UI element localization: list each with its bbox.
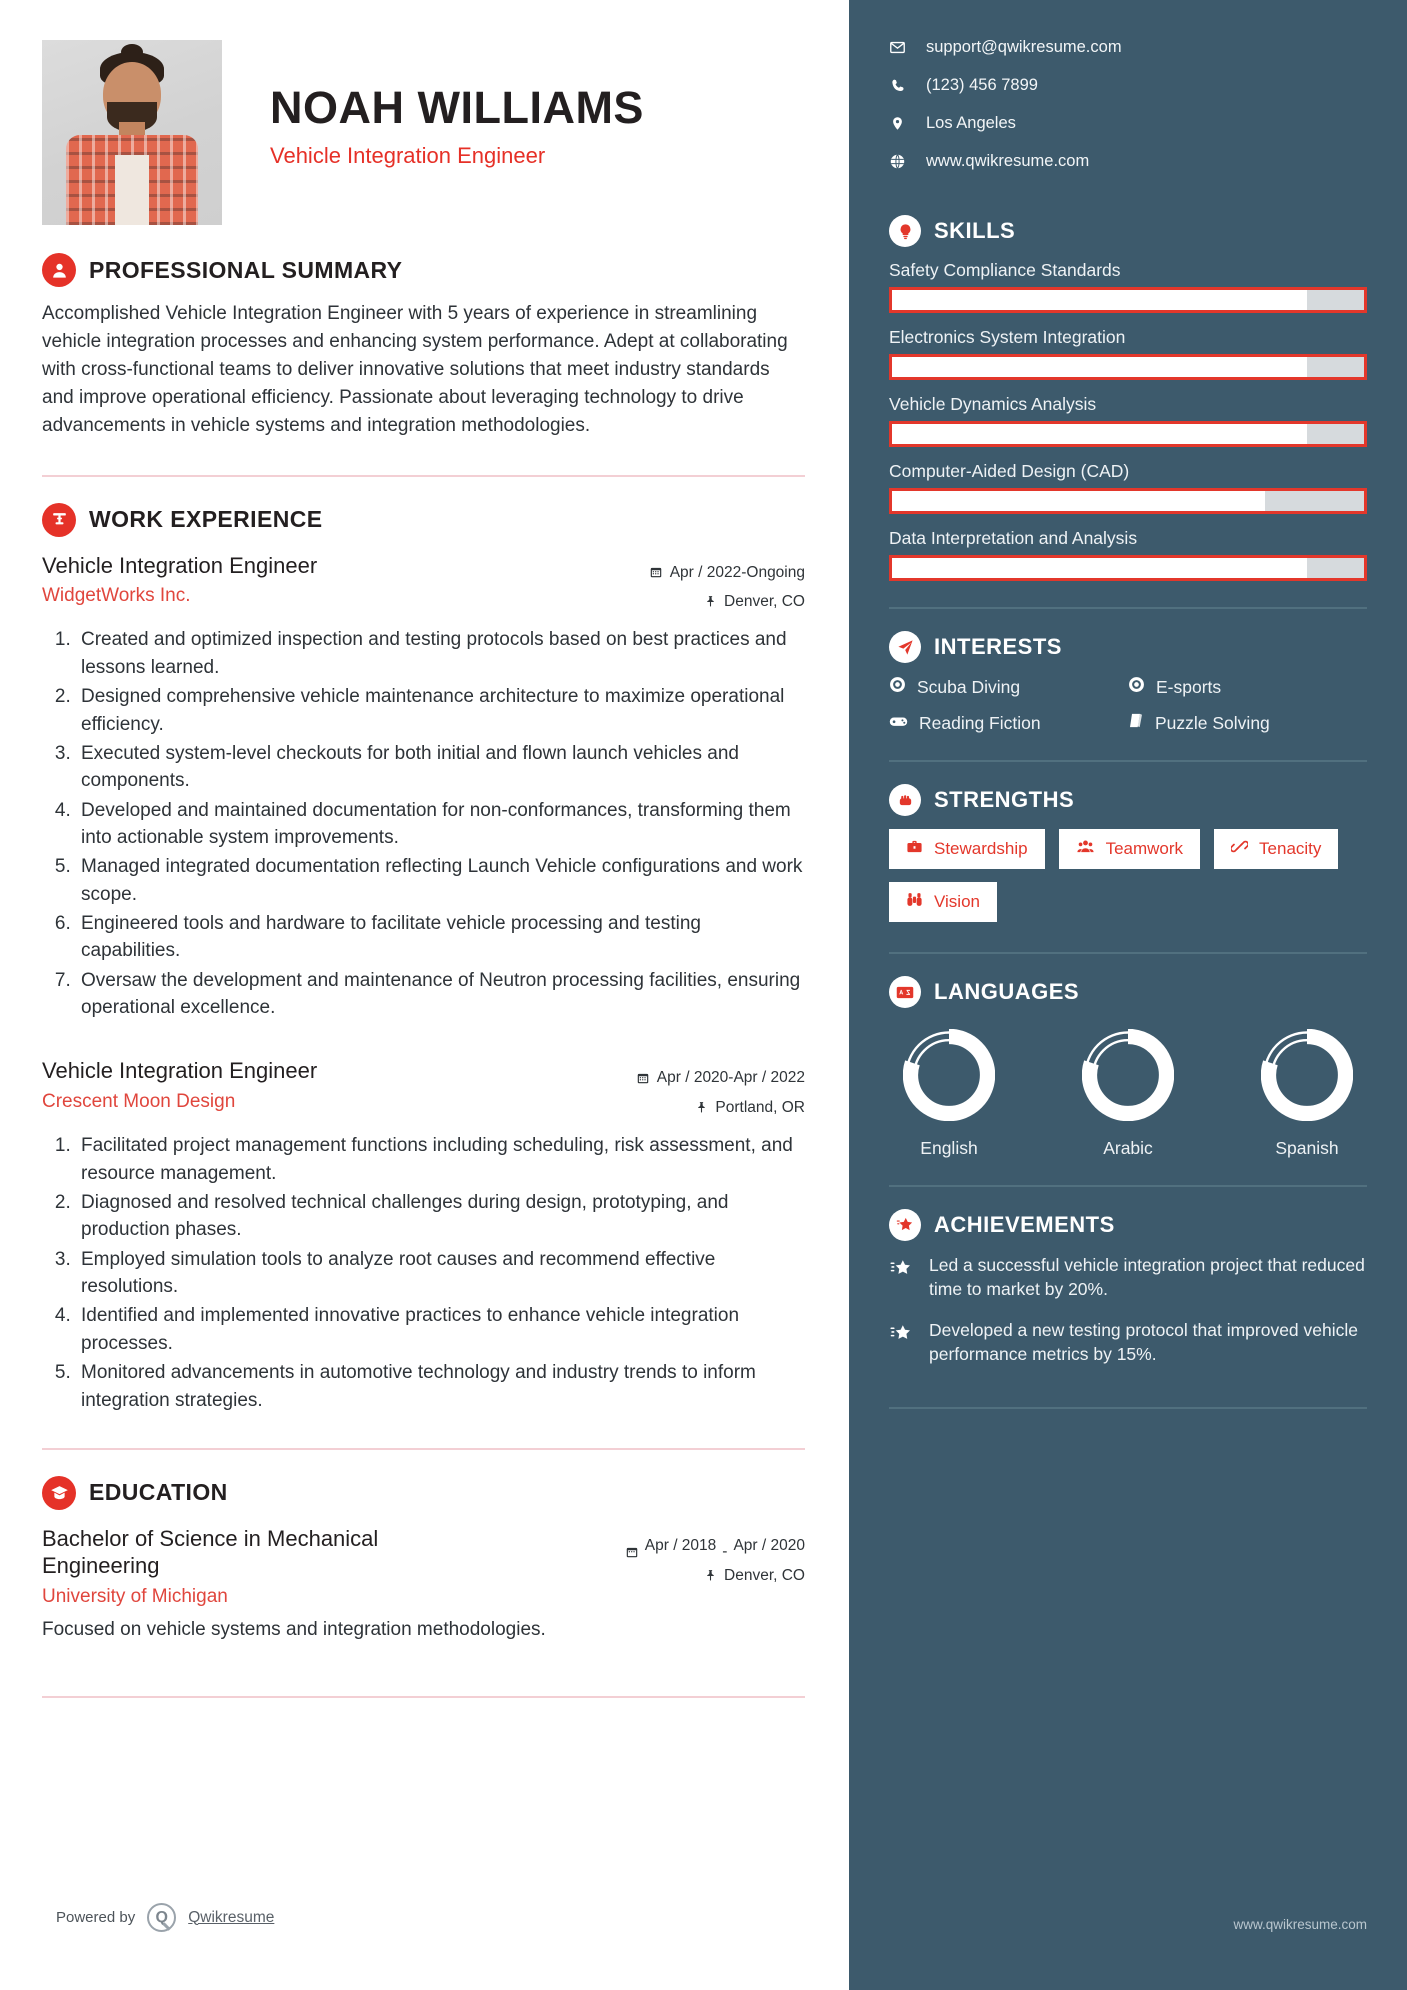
bullet-item: 1. Facilitated project management functions including scheduling, risk assessment, and resource management.: [76, 1132, 805, 1187]
summary-text: Accomplished Vehicle Integration Engineer with 5 years of experience in streamlining vehicle integration processes and enhancing system performance. Adept at collaborating with cross-functional teams to deliver innovative solutions that meet industry standards and improve operational efficiency. Passionate about leveraging technology to drive advancements in vehicle systems and integration methodologies.: [42, 303, 788, 437]
bullet-item: 4. Identified and implemented innovative practices to enhance vehicle integration processes.: [76, 1302, 805, 1357]
language-label: Arabic: [1103, 1138, 1153, 1158]
book-icon: [1128, 712, 1144, 734]
achievement-text: Led a successful vehicle integration project that reduced time to market by 20%.: [929, 1255, 1365, 1299]
work-experience-section: [42, 503, 805, 1414]
language-item: [1261, 1029, 1353, 1159]
language-label: English: [920, 1138, 978, 1158]
contact-phone-row[interactable]: [889, 76, 1367, 95]
language-item: [903, 1029, 995, 1159]
divider-3: [42, 1696, 805, 1698]
binoculars-icon: [906, 891, 923, 913]
education-heading-row: [42, 1476, 805, 1510]
interest-item: [889, 676, 1128, 698]
candidate-name: NOAH WILLIAMS: [270, 82, 644, 133]
contact-section: [889, 38, 1367, 171]
bullet-item: 3. Executed system-level checkouts for both initial and flown launch vehicles and components.: [76, 740, 805, 795]
name-block: [222, 40, 644, 169]
shooting-star-icon: [889, 1254, 915, 1301]
language-item: [1082, 1029, 1174, 1159]
sidebar-divider-3: [889, 952, 1367, 954]
bullet-item: 6. Engineered tools and hardware to facilitate vehicle processing and testing capabilities.: [76, 910, 805, 965]
strength-item: [889, 882, 997, 922]
sidebar-divider-5: [889, 1407, 1367, 1409]
globe-icon: [889, 153, 906, 170]
skill-progress-bar: [889, 488, 1367, 514]
degree-name: Bachelor of Science in Mechanical Engineering: [42, 1525, 379, 1579]
paper-plane-icon: [889, 631, 921, 663]
edu-start-text: Apr / 2018: [644, 1536, 717, 1554]
skills-section: [889, 215, 1367, 581]
education-start-date: [645, 1537, 717, 1556]
divider-1: [42, 475, 805, 477]
interests-heading-row: [889, 631, 1367, 663]
languages-heading: LANGUAGES: [934, 979, 1080, 1004]
education-end-date: [733, 1537, 805, 1556]
skill-item: [889, 528, 1367, 581]
job-role: Vehicle Integration Engineer: [42, 552, 318, 578]
skill-progress-bar: [889, 421, 1367, 447]
experience-heading-row: [42, 503, 805, 537]
education-location-row: [590, 1561, 805, 1590]
graduation-cap-icon: [42, 1476, 76, 1510]
bullet-item: 5. Monitored advancements in automotive technology and industry trends to inform integration strategies.: [76, 1359, 805, 1414]
date-dash: -: [722, 1542, 728, 1560]
skill-progress-bar: [889, 555, 1367, 581]
resume-header: [42, 40, 805, 225]
skill-item: [889, 394, 1367, 447]
job-location-row: [590, 1093, 805, 1122]
calendar-icon: [649, 565, 663, 579]
achievements-heading-row: [889, 1209, 1367, 1241]
skill-progress-fill: [892, 357, 1307, 377]
job-bullets: [76, 1132, 805, 1414]
gamepad-icon: [889, 713, 908, 734]
interest-label: Scuba Diving: [917, 676, 1021, 697]
interest-item: [889, 712, 1128, 734]
contact-email: support@qwikresume.com: [926, 38, 1122, 56]
qwikresume-logo-icon: Q: [147, 1903, 176, 1932]
sidebar-divider-4: [889, 1185, 1367, 1187]
bullet-item: 4. Developed and maintained documentation for non-conformances, transforming them into actionable system improvements.: [76, 797, 805, 852]
interest-label: E-sports: [1156, 676, 1222, 697]
fist-icon: [889, 784, 921, 816]
language-donut-chart: [1082, 1029, 1174, 1121]
right-sidebar: [849, 0, 1407, 1990]
contact-website: www.qwikresume.com: [926, 152, 1090, 170]
interest-label: Reading Fiction: [919, 712, 1041, 733]
shooting-star-icon: [889, 1319, 915, 1366]
education-location: Denver, CO: [724, 1566, 805, 1584]
job-date-row: [590, 558, 805, 587]
lifebuoy-icon: [889, 676, 906, 698]
calendar-icon: [636, 1071, 650, 1085]
interest-label: Puzzle Solving: [1155, 712, 1270, 733]
skill-progress-fill: [892, 558, 1307, 578]
link-icon: [1231, 838, 1248, 860]
language-label: Spanish: [1275, 1138, 1339, 1158]
skill-label: Vehicle Dynamics Analysis: [889, 394, 1097, 414]
skill-label: Computer-Aided Design (CAD): [889, 461, 1130, 481]
contact-location: Los Angeles: [926, 114, 1016, 132]
job-date: Apr / 2020-Apr / 2022: [656, 1069, 805, 1087]
skill-item: [889, 327, 1367, 380]
qwikresume-link[interactable]: Qwikresume: [188, 1908, 275, 1926]
edu-end-text: Apr / 2020: [733, 1536, 805, 1554]
skill-label: Safety Compliance Standards: [889, 260, 1121, 280]
experience-heading: WORK EXPERIENCE: [89, 506, 323, 533]
interest-item: [1128, 676, 1367, 698]
experience-item: [42, 550, 805, 1022]
skill-progress-fill: [892, 424, 1307, 444]
summary-heading-row: [42, 253, 805, 287]
education-section: [42, 1476, 805, 1644]
professional-summary-section: [42, 253, 805, 441]
job-company: WidgetWorks Inc.: [42, 585, 191, 607]
strength-label: Teamwork: [1105, 839, 1184, 858]
candidate-title: Vehicle Integration Engineer: [270, 143, 546, 169]
strength-label: Vision: [934, 892, 980, 911]
skill-label: Electronics System Integration: [889, 327, 1126, 347]
skill-progress-fill: [892, 491, 1265, 511]
bullet-item: 7. Oversaw the development and maintenance of Neutron processing facilities, ensuring operational excellence.: [76, 967, 805, 1022]
lightbulb-icon: [889, 215, 921, 247]
bullet-item: 2. Designed comprehensive vehicle maintenance architecture to maximize operational efficiency.: [76, 683, 805, 738]
interests-heading: INTERESTS: [934, 634, 1062, 659]
pin-icon: [695, 1101, 708, 1114]
school-name: University of Michigan: [42, 1585, 228, 1607]
star-badge-icon: [889, 1209, 921, 1241]
bullet-item: 3. Employed simulation tools to analyze root causes and recommend effective resolutions.: [76, 1246, 805, 1301]
users-icon: [1076, 838, 1095, 860]
skills-heading: SKILLS: [934, 218, 1016, 243]
language-donut-chart: [1261, 1029, 1353, 1121]
translate-icon: [889, 976, 921, 1008]
lifebuoy-icon: [1128, 676, 1145, 698]
achievements-section: [889, 1209, 1367, 1367]
job-bullets: [76, 626, 805, 1021]
left-footer: [56, 1903, 274, 1932]
contact-website-row[interactable]: [889, 152, 1367, 171]
strength-item: [889, 829, 1045, 869]
language-donut-chart: [903, 1029, 995, 1121]
skill-item: [889, 260, 1367, 313]
sidebar-footer-url: www.qwikresume.com: [1233, 1917, 1367, 1932]
languages-section: [889, 976, 1367, 1159]
pin-icon: [704, 1569, 717, 1582]
achievement-item: [889, 1254, 1367, 1301]
envelope-icon: [889, 39, 906, 56]
job-location-row: [590, 587, 805, 616]
contact-email-row[interactable]: [889, 38, 1367, 57]
bullet-item: 1. Created and optimized inspection and testing protocols based on best practices and lessons learned.: [76, 626, 805, 681]
experience-item: [42, 1055, 805, 1413]
interest-item: [1128, 712, 1367, 734]
pin-icon: [704, 595, 717, 608]
calendar-icon: [625, 1545, 639, 1559]
summary-heading: PROFESSIONAL SUMMARY: [89, 256, 403, 283]
skills-heading-row: [889, 215, 1367, 247]
achievement-text: Developed a new testing protocol that improved vehicle performance metrics by 15%.: [929, 1320, 1358, 1364]
education-note: Focused on vehicle systems and integration methodologies.: [42, 1618, 546, 1640]
education-heading: EDUCATION: [89, 1479, 228, 1506]
strengths-heading-row: [889, 784, 1367, 816]
person-icon: [42, 253, 76, 287]
languages-heading-row: [889, 976, 1367, 1008]
skill-label: Data Interpretation and Analysis: [889, 528, 1138, 548]
contact-location-row: [889, 114, 1367, 133]
strength-label: Stewardship: [934, 839, 1028, 858]
skill-progress-bar: [889, 287, 1367, 313]
job-role: Vehicle Integration Engineer: [42, 1058, 318, 1084]
profile-photo: [42, 40, 222, 225]
divider-2: [42, 1448, 805, 1450]
briefcase-icon: [906, 838, 923, 860]
briefcase-desk-icon: [42, 503, 76, 537]
job-location: Portland, OR: [715, 1098, 805, 1116]
map-pin-icon: [889, 115, 906, 132]
strength-label: Tenacity: [1259, 839, 1322, 858]
job-date: Apr / 2022-Ongoing: [669, 563, 805, 581]
phone-icon: [889, 78, 906, 94]
skill-progress-fill: [892, 290, 1307, 310]
achievement-item: [889, 1319, 1367, 1366]
sidebar-divider-2: [889, 760, 1367, 762]
strengths-heading: STRENGTHS: [934, 787, 1075, 812]
education-date-row: [590, 1531, 805, 1561]
powered-by-label: Powered by: [56, 1909, 136, 1926]
contact-phone: (123) 456 7899: [926, 76, 1038, 94]
bullet-item: 2. Diagnosed and resolved technical challenges during design, prototyping, and production phases.: [76, 1189, 805, 1244]
bullet-item: 5. Managed integrated documentation reflecting Launch Vehicle configurations and work scope.: [76, 853, 805, 908]
job-company: Crescent Moon Design: [42, 1090, 236, 1112]
job-location: Denver, CO: [724, 592, 805, 610]
job-date-row: [590, 1063, 805, 1092]
achievements-heading: ACHIEVEMENTS: [934, 1212, 1115, 1237]
skill-item: [889, 461, 1367, 514]
interests-section: [889, 631, 1367, 734]
strengths-section: [889, 784, 1367, 922]
strength-item: [1059, 829, 1200, 869]
strength-item: [1214, 829, 1338, 869]
skill-progress-bar: [889, 354, 1367, 380]
sidebar-divider-1: [889, 607, 1367, 609]
